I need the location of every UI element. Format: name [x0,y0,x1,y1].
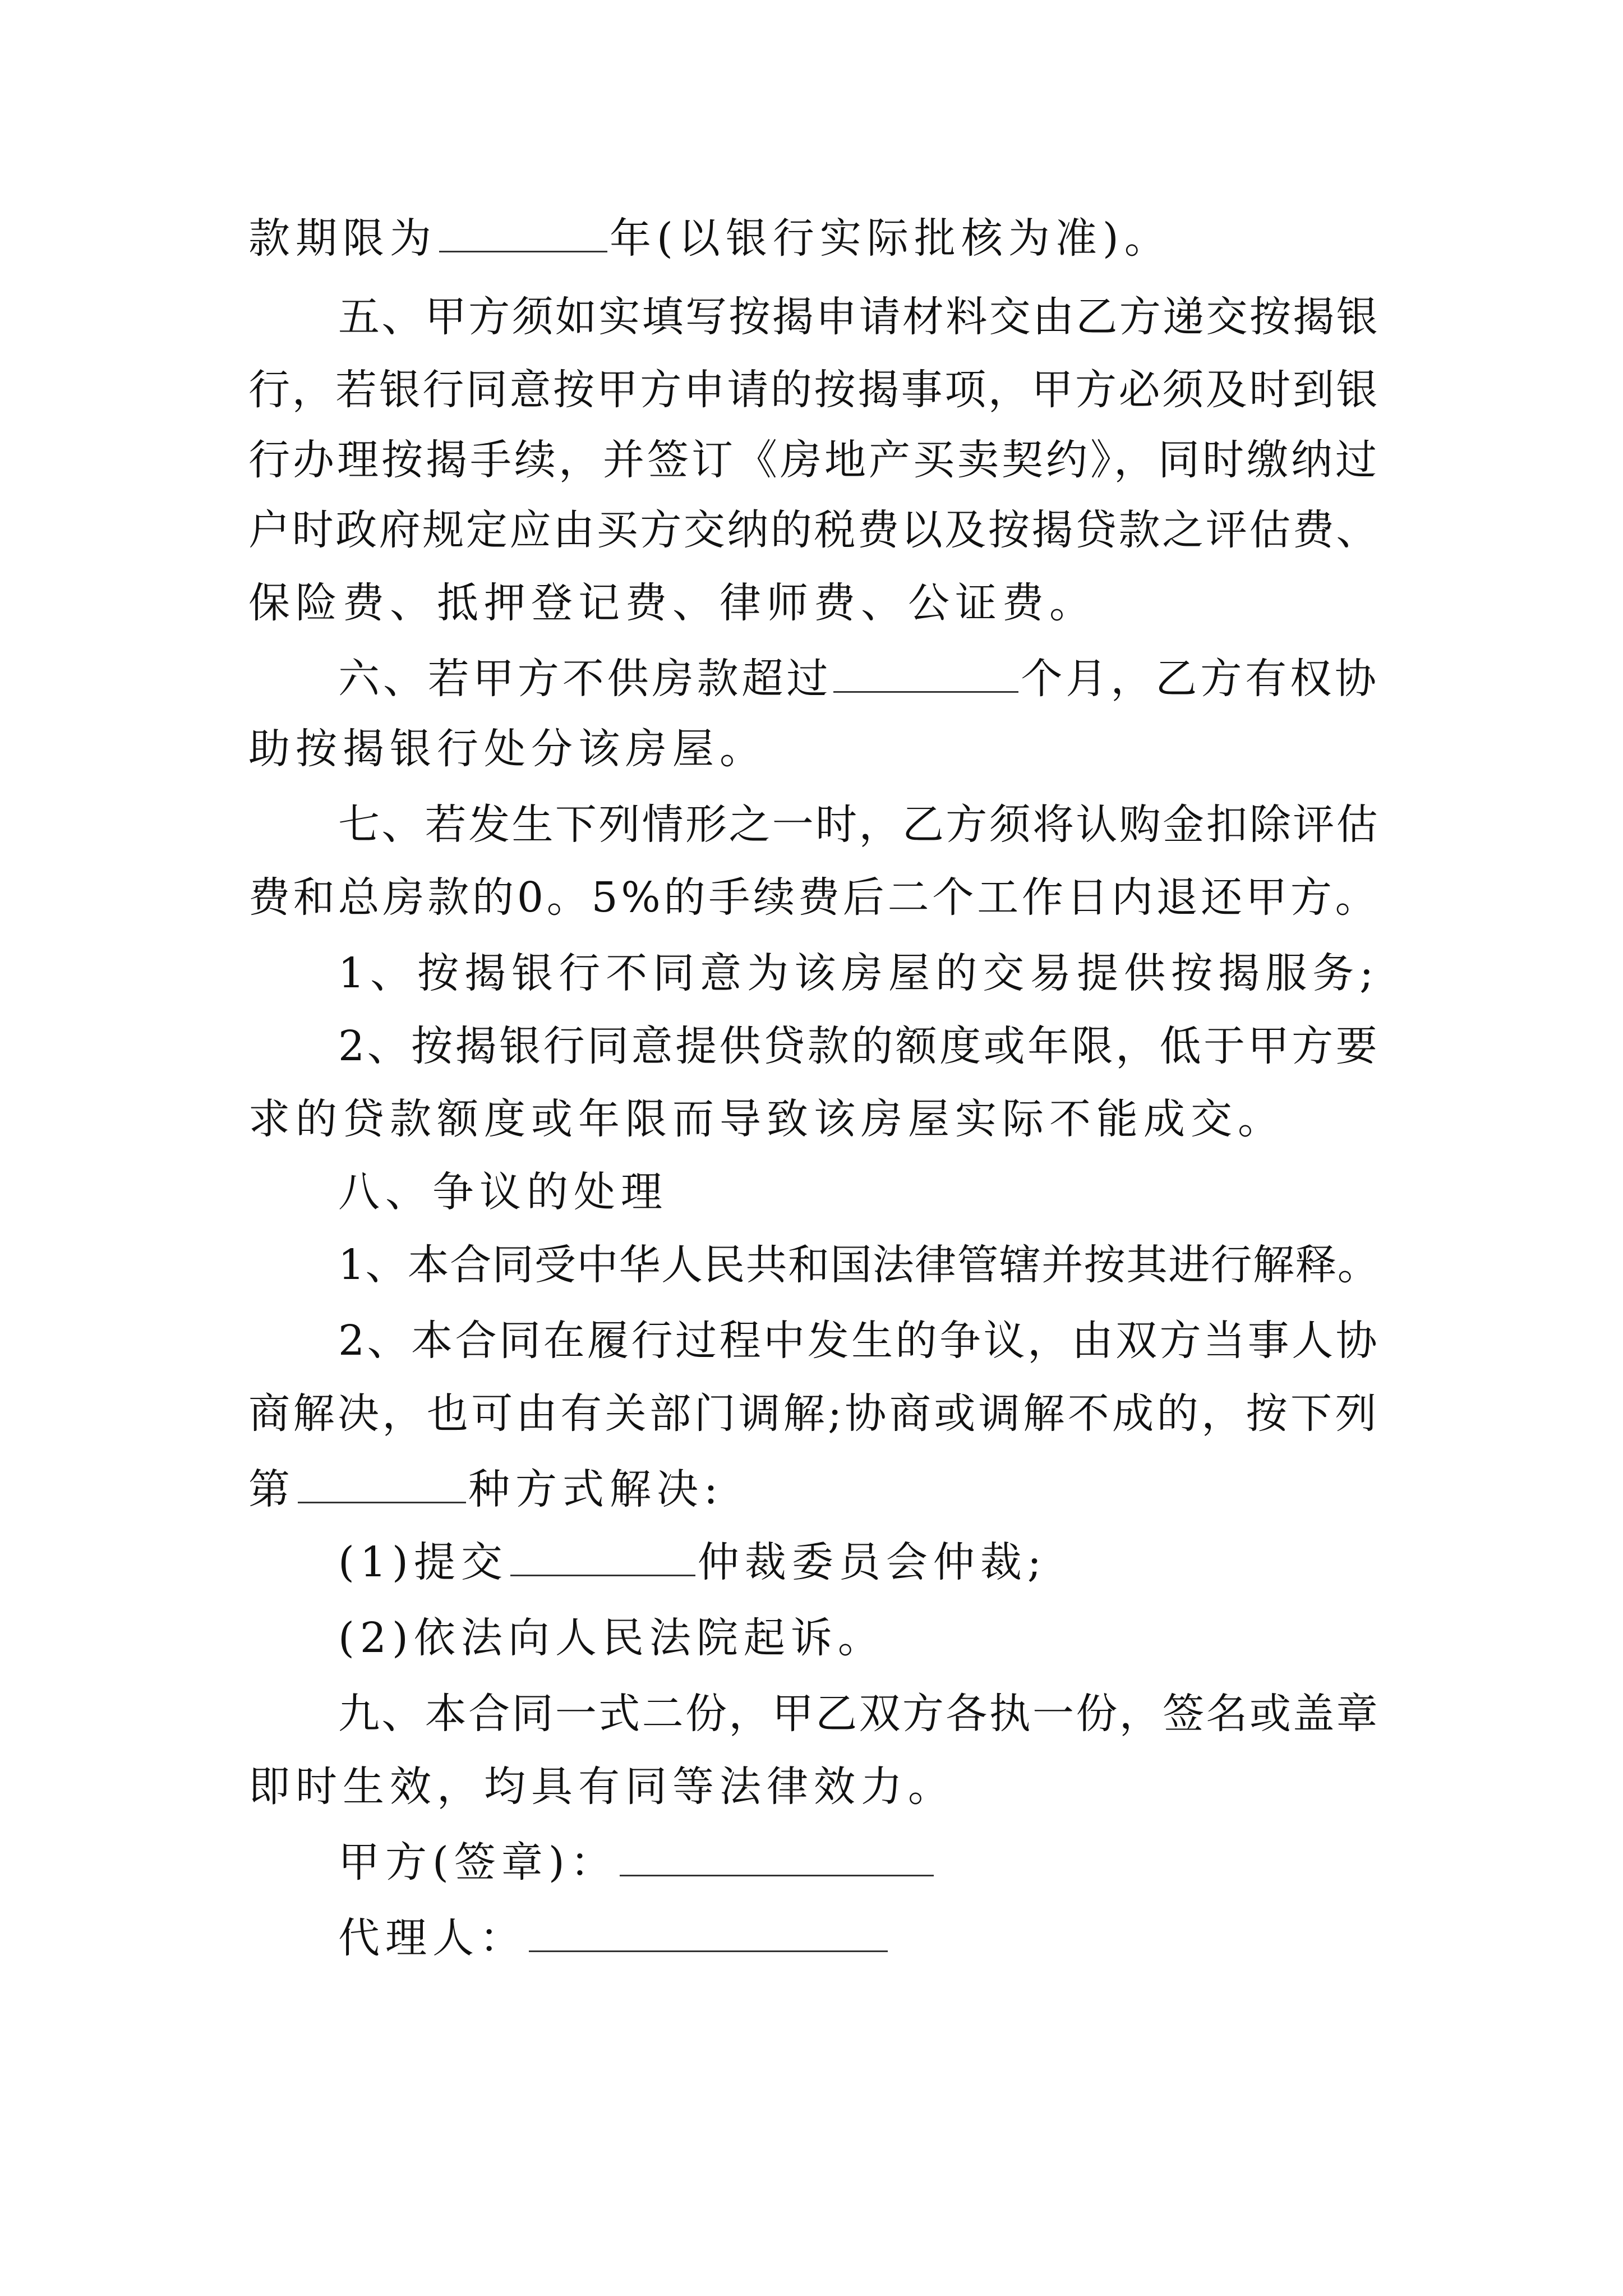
text-segment: 商解决，也可由有关部门调解;协商或调解不成的，按下列 [248,1389,1380,1438]
text-segment: 1、按揭银行不同意为该房屋的交易提供按揭服务; [338,949,1380,997]
text-segment: 七、若发生下列情形之一时，乙方须将认购金扣除评估 [338,800,1380,849]
text-line [338,1537,1047,1588]
text-line [338,1315,1380,1366]
text-line [248,1388,1380,1439]
fill-in-blank[interactable] [510,1569,695,1576]
fill-in-blank[interactable] [620,1869,934,1876]
text-line [248,1761,955,1812]
text-segment: 2、按揭银行同意提供贷款的额度或年限，低于甲方要 [338,1022,1380,1070]
text-segment: 八、争议的处理 [338,1168,668,1216]
text-segment: 保险费、抵押登记费、律师费、公证费。 [248,579,1096,627]
text-segment: 助按揭银行处分该房屋。 [248,725,767,773]
fill-in-blank[interactable] [833,685,1018,693]
text-line [338,1613,885,1663]
text-segment: 2、本合同在履行过程中发生的争议，由双方当事人协 [338,1317,1380,1365]
text-line [248,1464,723,1515]
text-line [248,435,1380,485]
text-line [338,1167,668,1217]
text-line [248,1094,1285,1144]
text-segment: 第 [248,1465,296,1513]
text-line [338,1837,936,1888]
fill-in-blank[interactable] [529,1945,888,1952]
text-segment: 仲裁委员会仲裁; [697,1538,1047,1586]
text-segment: 求的贷款额度或年限而导致该房屋实际不能成交。 [248,1095,1285,1143]
text-line [248,578,1096,628]
text-line [338,1021,1380,1071]
text-segment: 五、甲方须如实填写按揭申请材料交由乙方递交按揭银 [338,293,1380,341]
text-segment: 甲方(签章)： [338,1838,617,1887]
text-line [248,213,1172,264]
text-segment: 行，若银行同意按甲方申请的按揭事项，甲方必须及时到银 [248,366,1380,414]
text-line [338,948,1379,999]
text-line [338,1240,1380,1290]
text-line [338,292,1380,342]
text-segment: 户时政府规定应由买方交纳的税费以及按揭贷款之评估费、 [248,506,1380,554]
text-line [338,799,1380,850]
text-line [248,365,1380,415]
text-segment: 种方式解决: [468,1465,723,1513]
text-segment: 1、本合同受中华人民共和国法律管辖并按其进行解释。 [338,1241,1380,1289]
text-line [248,872,1380,923]
text-segment: 年(以银行实际批核为准)。 [610,214,1172,263]
text-line [338,654,1380,704]
text-line [248,724,767,774]
fill-in-blank[interactable] [439,245,607,252]
fill-in-blank[interactable] [298,1496,466,1503]
text-segment: (2)依法向人民法院起诉。 [338,1614,885,1662]
text-segment: (1)提交 [338,1538,508,1586]
text-segment: 即时生效，均具有同等法律效力。 [248,1763,955,1811]
text-segment: 费和总房款的0。5%的手续费后二个工作日内退还甲方。 [248,873,1380,922]
text-line [338,1688,1380,1739]
text-segment: 九、本合同一式二份，甲乙双方各执一份，签名或盖章 [338,1690,1380,1738]
text-line [338,1913,890,1963]
text-segment: 六、若甲方不供房款超过 [338,655,832,703]
text-segment: 个月，乙方有权协 [1021,655,1380,703]
text-segment: 代理人： [338,1914,527,1962]
text-segment: 款期限为 [248,214,437,263]
text-segment: 行办理按揭手续，并签订《房地产买卖契约》，同时缴纳过 [248,436,1380,484]
text-line [248,505,1380,555]
